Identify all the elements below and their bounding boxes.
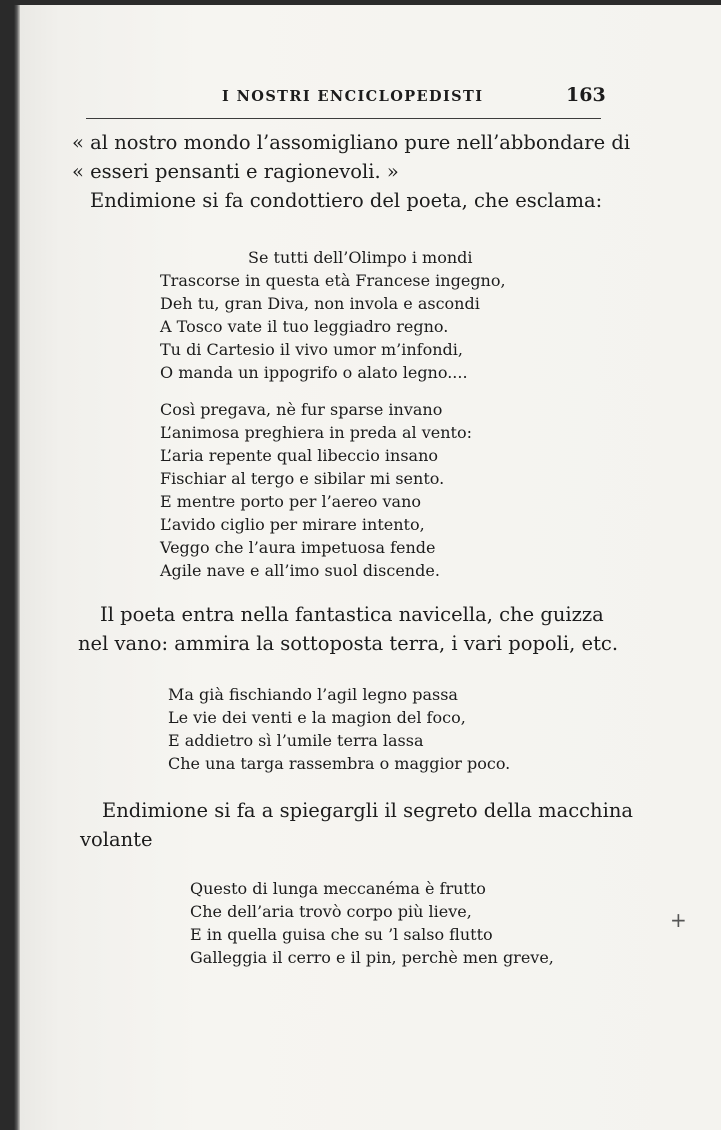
paragraph-explanation <box>80 796 633 854</box>
verse-line: L’avido ciglio per mirare intento, <box>160 515 425 534</box>
verse-line: Che una targa rassembra o maggior poco. <box>168 754 511 773</box>
verse-line: Veggo che l’aura impetuosa fende <box>160 538 436 557</box>
verse-stanza <box>190 877 554 969</box>
text-line: « al nostro mondo l’assomigliano pure nell’abbondare di <box>72 131 631 154</box>
verse-line: E mentre porto per l’aereo vano <box>160 492 422 511</box>
text-line: Endimione si fa a spiegargli il segreto della macchina <box>102 799 634 822</box>
verse-stanza <box>160 246 506 384</box>
verse-line: Così pregava, nè fur sparse invano <box>160 400 443 419</box>
scan-top-edge <box>14 0 721 5</box>
verse-stanza <box>160 398 472 582</box>
verse-line: Ma già fischiando l’agil legno passa <box>168 685 458 704</box>
page-number: 163 <box>566 84 606 106</box>
margin-mark: + <box>670 908 687 932</box>
verse-line: A Tosco vate il tuo leggiadro regno. <box>160 317 449 336</box>
paragraph-quote <box>72 128 630 215</box>
header-rule <box>86 118 601 119</box>
verse-line: Questo di lunga meccanéma è frutto <box>190 879 486 898</box>
verse-line: L’animosa preghiera in preda al vento: <box>160 423 472 442</box>
book-binding-shadow <box>0 0 20 1130</box>
verse-line: L’aria repente qual libeccio insano <box>160 446 439 465</box>
text-line: « esseri pensanti e ragionevoli. » <box>72 160 399 183</box>
text-line: Endimione si fa condottiero del poeta, che esclama: <box>90 189 603 212</box>
text-line: Il poeta entra nella fantastica navicella, che guizza <box>100 603 604 626</box>
verse-line: Le vie dei venti e la magion del foco, <box>168 708 466 727</box>
verse-line: E in quella guisa che su ’l salso flutto <box>190 925 493 944</box>
verse-line: Agile nave e all’imo suol discende. <box>160 561 440 580</box>
running-header-title: I NOSTRI ENCICLOPEDISTI <box>222 88 484 105</box>
verse-line: Se tutti dell’Olimpo i mondi <box>248 248 473 267</box>
verse-line: Fischiar al tergo e sibilar mi sento. <box>160 469 445 488</box>
paragraph-narration <box>78 600 618 658</box>
verse-line: Galleggia il cerro e il pin, perchè men greve, <box>190 948 554 967</box>
verse-line: Che dell’aria trovò corpo più lieve, <box>190 902 472 921</box>
verse-stanza <box>168 683 510 775</box>
verse-line: Trascorse in questa età Francese ingegno, <box>160 271 506 290</box>
verse-line: Deh tu, gran Diva, non invola e ascondi <box>160 294 480 313</box>
text-line: volante <box>80 828 153 851</box>
verse-line: E addietro sì l’umile terra lassa <box>168 731 424 750</box>
verse-line: O manda un ippogrifo o alato legno.... <box>160 363 468 382</box>
verse-line: Tu di Cartesio il vivo umor m’infondi, <box>160 340 463 359</box>
text-line: nel vano: ammira la sottoposta terra, i vari popoli, etc. <box>78 632 619 655</box>
